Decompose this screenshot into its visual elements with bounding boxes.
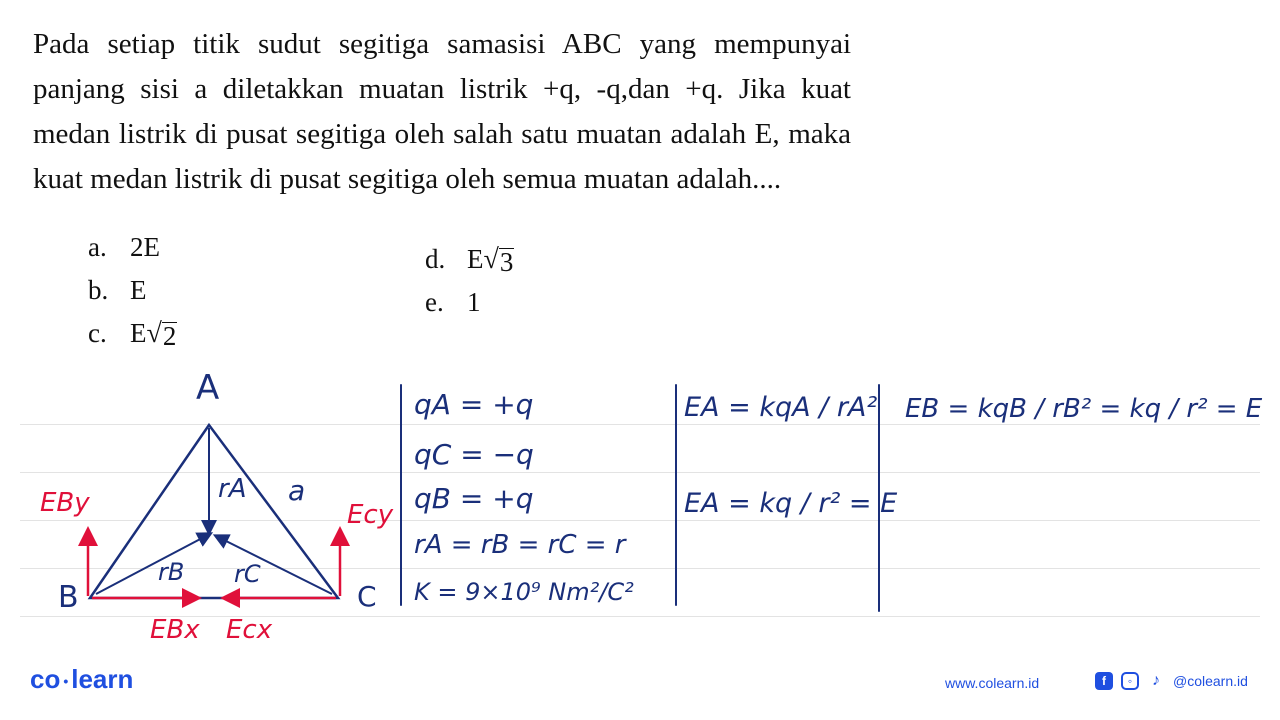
ecx-label: Ecx [226,615,273,645]
social-handle[interactable]: @colearn.id [1173,673,1248,689]
option-e-label: e. [425,287,444,317]
triangle-outline [90,425,338,598]
ea-formula: EA = kqA / rA² [684,392,878,423]
website-link[interactable]: www.colearn.id [945,675,1040,691]
sqrt-symbol: √ [146,318,162,349]
option-b-label: b. [88,275,109,305]
instagram-icon[interactable]: ◦ [1121,672,1139,690]
facebook-icon[interactable]: f [1095,672,1113,690]
option-c-label: c. [88,318,107,348]
vertex-b-label: B [58,580,79,615]
option-e-value: 1 [467,287,481,317]
vertex-a-label: A [196,368,220,408]
given-qb: qB = +q [414,482,534,515]
divider-1 [400,384,402,606]
given-k: K = 9×10⁹ Nm²/C² [414,578,634,606]
option-a-value: 2E [130,232,160,262]
colearn-logo[interactable]: co • learn [30,664,134,694]
option-a[interactable] [88,232,160,263]
given-r: rA = rB = rC = r [414,530,626,560]
ebx-label: EBx [150,615,200,645]
rb-label: rB [158,558,185,586]
question-text: Pada setiap titik sudut segitiga samasisi ABC yang mempunyai panjang sisi a diletakkan muatan listrik +q, -q,dan +q. Jika kuat medan listrik di pusat segitiga oleh salah satu muatan adalah E, maka kuat medan listrik di pusat segitiga oleh semua muatan adalah.... [33,28,851,195]
ra-label: rA [218,474,247,504]
ea-result: EA = kq / r² = E [684,488,898,519]
given-qc: qC = −q [414,438,534,471]
tiktok-icon[interactable]: ♪ [1152,672,1160,689]
option-b-value: E [130,275,147,305]
given-qa: qA = +q [414,388,534,421]
option-c-value: E √ 2 [130,318,177,351]
eby-label: EBy [40,488,90,518]
option-d-value: E √ 3 [467,244,514,277]
side-a-label: a [288,474,306,507]
sqrt-symbol: √ [483,244,499,275]
option-c[interactable] [88,318,177,350]
vertex-c-label: C [357,580,377,613]
ecy-label: Ecy [347,500,394,530]
option-b[interactable] [88,275,147,306]
option-d[interactable] [425,244,514,276]
divider-2 [675,384,677,606]
eb-formula: EB = kqB / rB² = kq / r² = E [905,394,1263,424]
social-links [1095,672,1248,690]
option-e[interactable] [425,287,481,318]
option-d-label: d. [425,244,446,274]
option-a-label: a. [88,232,107,262]
rc-label: rC [234,560,261,588]
